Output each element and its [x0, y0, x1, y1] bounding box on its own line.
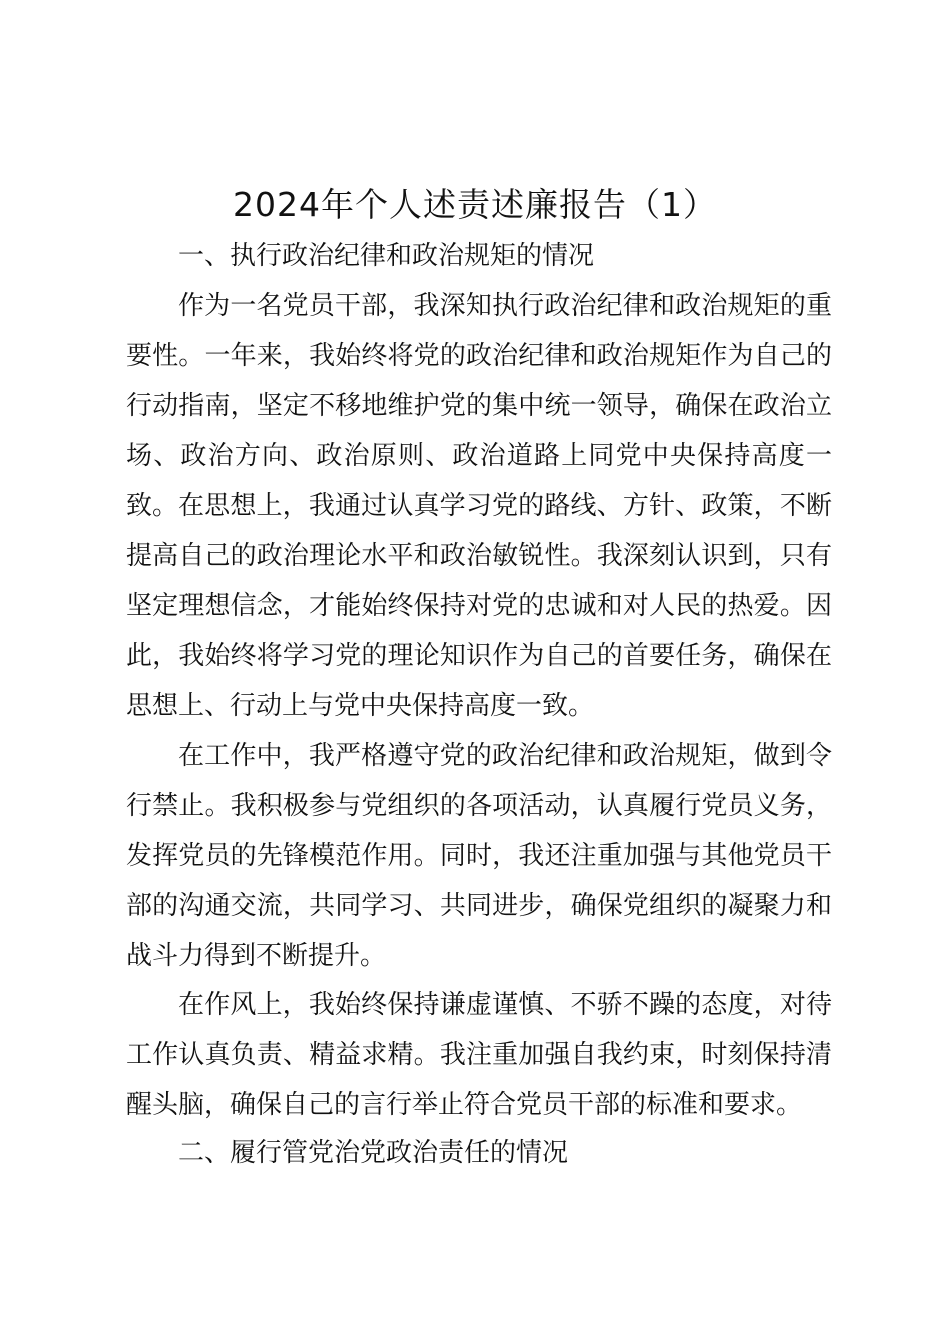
section-heading-1: 一、执行政治纪律和政治规矩的情况 — [178, 241, 595, 271]
document-title: 2024年个人述责述廉报告（1） — [233, 185, 717, 224]
section-heading-2: 二、履行管党治党政治责任的情况 — [178, 1138, 569, 1168]
paragraph-2: 在思想上，我通过认真学习党的路线、方针、政策，不断提高自己的政治理论水平和政治敏锐性。我深刻认识到，只有坚定理想信念，才能始终保持对党的忠诚和对人民的热爱。因此，我始终将学习党的理论知识作为自己的首要任务，确保在思想上、行动上与党中央保持高度一致。 — [126, 491, 832, 721]
paragraph-4: 在作风上，我始终保持谦虚谨慎、不骄不躁的态度，对待工作认真负责、精益求精。我注重加强自我约束，时刻保持清醒头脑，确保自己的言行举止符合党员干部的标准和要求。 — [126, 990, 832, 1120]
paragraph-3: 在工作中，我严格遵守党的政治纪律和政治规矩，做到令行禁止。我积极参与党组织的各项活动，认真履行党员义务，发挥党员的先锋模范作用。同时，我还注重加强与其他党员干部的沟通交流，共同学习、共同进步，确保党组织的凝聚力和战斗力得到不断提升。 — [126, 741, 832, 971]
paragraph-1: 作为一名党员干部，我深知执行政治纪律和政治规矩的重要性。一年来，我始终将党的政治纪律和政治规矩作为自己的行动指南，坚定不移地维护党的集中统一领导，确保在政治立场、政治方向、政治原则、政治道路上同党中央保持高度一致。 — [126, 291, 832, 521]
